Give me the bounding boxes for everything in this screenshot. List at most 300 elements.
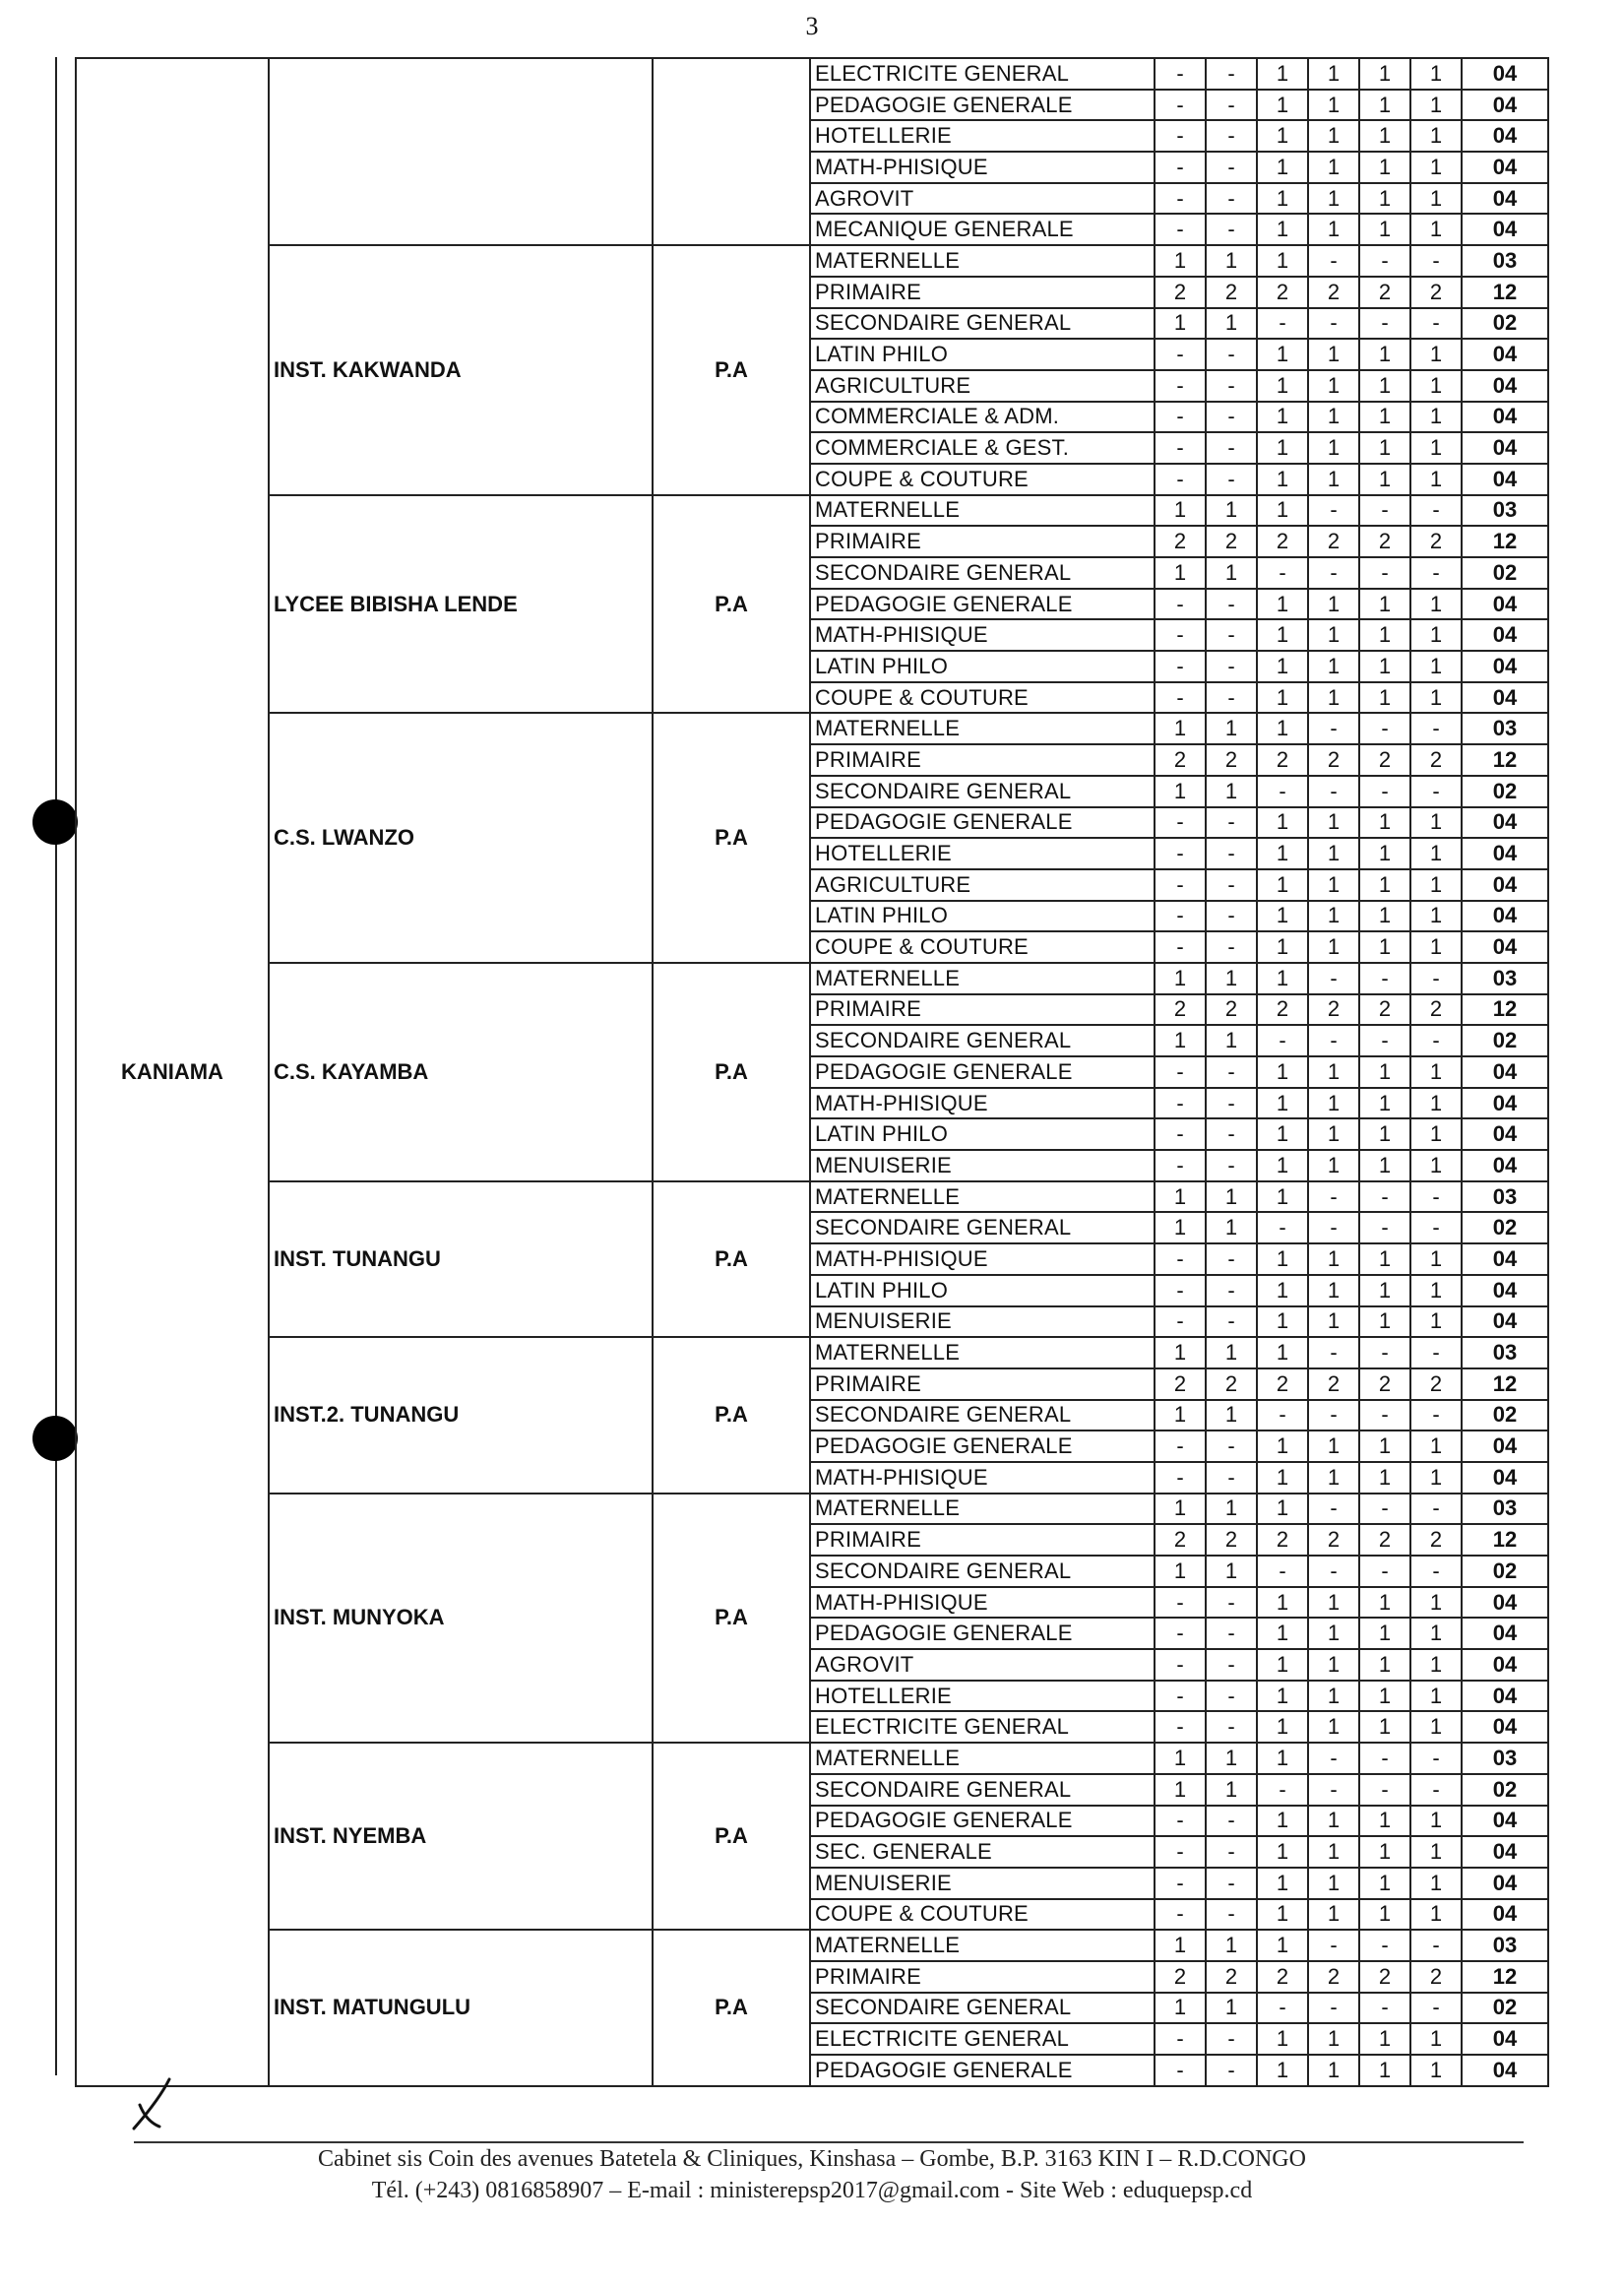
section-name: MATH-PHISIQUE [810, 1462, 1155, 1494]
class-count: 1 [1257, 370, 1308, 402]
table-row [76, 1494, 1548, 1525]
section-name: AGROVIT [810, 1649, 1155, 1681]
section-name: MATERNELLE [810, 495, 1155, 527]
class-count: - [1155, 1587, 1206, 1619]
row-total: 04 [1462, 1306, 1548, 1338]
school-name: INST. KAKWANDA [269, 245, 653, 495]
row-total: 03 [1462, 1930, 1548, 1961]
class-count: 1 [1155, 1025, 1206, 1056]
class-count: - [1206, 1462, 1257, 1494]
section-name: MATH-PHISIQUE [810, 152, 1155, 183]
row-total: 04 [1462, 931, 1548, 963]
class-count: - [1155, 931, 1206, 963]
class-count: 1 [1410, 120, 1462, 152]
row-total: 04 [1462, 1243, 1548, 1275]
class-count: 1 [1155, 557, 1206, 589]
class-count: 1 [1410, 402, 1462, 433]
class-count: 1 [1257, 1431, 1308, 1462]
class-count: 1 [1308, 152, 1359, 183]
class-count: 2 [1359, 994, 1410, 1026]
class-count: - [1206, 807, 1257, 839]
row-total: 04 [1462, 869, 1548, 901]
class-count: - [1206, 931, 1257, 963]
class-count: 1 [1308, 370, 1359, 402]
row-total: 02 [1462, 1025, 1548, 1056]
section-name: MECANIQUE GENERALE [810, 214, 1155, 245]
class-count: 1 [1155, 1930, 1206, 1961]
class-count: 1 [1257, 1118, 1308, 1150]
row-total: 02 [1462, 1556, 1548, 1587]
class-count: - [1410, 495, 1462, 527]
class-count: 1 [1359, 1806, 1410, 1837]
row-total: 04 [1462, 1056, 1548, 1088]
class-count: 2 [1257, 526, 1308, 557]
class-count: - [1206, 214, 1257, 245]
class-count: - [1410, 1743, 1462, 1774]
class-count: - [1206, 120, 1257, 152]
class-count: 1 [1359, 152, 1410, 183]
class-count: 2 [1359, 1961, 1410, 1993]
class-count: - [1206, 183, 1257, 215]
class-count: 1 [1206, 776, 1257, 807]
class-count: 1 [1410, 183, 1462, 215]
row-total: 12 [1462, 744, 1548, 776]
class-count: - [1308, 1400, 1359, 1431]
row-total: 03 [1462, 245, 1548, 277]
class-count: - [1155, 90, 1206, 121]
class-count: 1 [1257, 464, 1308, 495]
class-count: - [1155, 2055, 1206, 2086]
class-count: 2 [1359, 1524, 1410, 1556]
school-name: LYCEE BIBISHA LENDE [269, 495, 653, 714]
class-count: 1 [1359, 432, 1410, 464]
class-count: - [1155, 1681, 1206, 1712]
class-count: 1 [1206, 1212, 1257, 1243]
row-total: 04 [1462, 1868, 1548, 1899]
class-count: 1 [1257, 619, 1308, 651]
class-count: 1 [1308, 1275, 1359, 1306]
class-count: 1 [1410, 339, 1462, 370]
class-count: 1 [1410, 901, 1462, 932]
school-regime: P.A [653, 963, 810, 1181]
class-count: 1 [1308, 183, 1359, 215]
row-total: 04 [1462, 2023, 1548, 2055]
class-count: - [1206, 1587, 1257, 1619]
class-count: - [1155, 651, 1206, 682]
row-total: 04 [1462, 838, 1548, 869]
table-row [76, 245, 1548, 277]
row-total: 04 [1462, 1587, 1548, 1619]
class-count: 2 [1206, 526, 1257, 557]
section-name: MENUISERIE [810, 1306, 1155, 1338]
class-count: 1 [1155, 1400, 1206, 1431]
class-count: 1 [1359, 2055, 1410, 2086]
class-count: 1 [1410, 58, 1462, 90]
class-count: 1 [1410, 589, 1462, 620]
class-count: 1 [1206, 1181, 1257, 1213]
class-count: - [1410, 1774, 1462, 1806]
class-count: - [1257, 1556, 1308, 1587]
class-count: 1 [1308, 1462, 1359, 1494]
row-total: 03 [1462, 1494, 1548, 1525]
class-count: 1 [1308, 682, 1359, 714]
class-count: 1 [1410, 1056, 1462, 1088]
class-count: - [1155, 1711, 1206, 1743]
row-total: 12 [1462, 1961, 1548, 1993]
class-count: 1 [1155, 308, 1206, 340]
class-count: - [1206, 1806, 1257, 1837]
class-count: 1 [1410, 1899, 1462, 1931]
row-total: 04 [1462, 120, 1548, 152]
class-count: - [1410, 963, 1462, 994]
class-count: 1 [1410, 1868, 1462, 1899]
class-count: - [1359, 1774, 1410, 1806]
class-count: - [1359, 1337, 1410, 1368]
class-count: - [1155, 1649, 1206, 1681]
row-total: 04 [1462, 1649, 1548, 1681]
class-count: 2 [1155, 1368, 1206, 1400]
class-count: - [1410, 1494, 1462, 1525]
class-count: 1 [1410, 1118, 1462, 1150]
class-count: 1 [1257, 901, 1308, 932]
section-name: MATH-PHISIQUE [810, 619, 1155, 651]
class-count: 1 [1359, 931, 1410, 963]
class-count: 2 [1206, 744, 1257, 776]
class-count: 1 [1410, 432, 1462, 464]
class-count: - [1410, 1181, 1462, 1213]
class-count: 1 [1155, 963, 1206, 994]
section-name: PRIMAIRE [810, 277, 1155, 308]
class-count: 1 [1359, 838, 1410, 869]
section-name: AGROVIT [810, 183, 1155, 215]
row-total: 04 [1462, 152, 1548, 183]
row-total: 04 [1462, 2055, 1548, 2086]
school-regime: P.A [653, 495, 810, 714]
class-count: 1 [1359, 370, 1410, 402]
class-count: - [1359, 1556, 1410, 1587]
section-name: MATH-PHISIQUE [810, 1088, 1155, 1119]
class-count: 1 [1410, 682, 1462, 714]
section-name: LATIN PHILO [810, 339, 1155, 370]
class-count: 2 [1410, 1524, 1462, 1556]
page-number: 3 [805, 12, 819, 40]
class-count: - [1410, 713, 1462, 744]
row-total: 04 [1462, 183, 1548, 215]
class-count: 1 [1257, 245, 1308, 277]
class-count: 2 [1308, 1961, 1359, 1993]
class-count: 1 [1257, 1618, 1308, 1649]
class-count: 1 [1308, 807, 1359, 839]
class-count: 1 [1308, 1868, 1359, 1899]
class-count: 1 [1206, 308, 1257, 340]
class-count: 1 [1410, 464, 1462, 495]
class-count: 1 [1257, 2023, 1308, 2055]
section-name: PEDAGOGIE GENERALE [810, 807, 1155, 839]
row-total: 04 [1462, 901, 1548, 932]
class-count: 2 [1155, 526, 1206, 557]
row-total: 03 [1462, 1337, 1548, 1368]
class-count: 1 [1410, 651, 1462, 682]
row-total: 04 [1462, 432, 1548, 464]
class-count: 1 [1410, 1275, 1462, 1306]
class-count: 1 [1359, 1868, 1410, 1899]
class-count: 1 [1206, 963, 1257, 994]
row-total: 03 [1462, 1181, 1548, 1213]
class-count: 1 [1410, 1836, 1462, 1868]
class-count: 1 [1257, 1462, 1308, 1494]
class-count: - [1155, 214, 1206, 245]
class-count: - [1206, 619, 1257, 651]
class-count: 1 [1359, 682, 1410, 714]
class-count: 1 [1359, 1088, 1410, 1119]
class-count: - [1359, 1181, 1410, 1213]
class-count: - [1155, 1462, 1206, 1494]
class-count: 1 [1359, 869, 1410, 901]
section-name: COUPE & COUTURE [810, 682, 1155, 714]
class-count: 2 [1155, 1524, 1206, 1556]
section-name: PRIMAIRE [810, 526, 1155, 557]
class-count: 1 [1308, 589, 1359, 620]
class-count: 1 [1257, 1088, 1308, 1119]
row-total: 04 [1462, 651, 1548, 682]
row-total: 04 [1462, 1899, 1548, 1931]
class-count: 1 [1155, 1212, 1206, 1243]
section-name: ELECTRICITE GENERAL [810, 2023, 1155, 2055]
class-count: 1 [1359, 1462, 1410, 1494]
class-count: 2 [1359, 1368, 1410, 1400]
class-count: - [1206, 869, 1257, 901]
class-count: - [1359, 1993, 1410, 2024]
class-count: 1 [1206, 1556, 1257, 1587]
class-count: - [1257, 1025, 1308, 1056]
class-count: 2 [1155, 1961, 1206, 1993]
class-count: - [1206, 402, 1257, 433]
class-count: 1 [1206, 1337, 1257, 1368]
class-count: 1 [1155, 495, 1206, 527]
class-count: 2 [1206, 277, 1257, 308]
class-count: - [1206, 901, 1257, 932]
class-count: 1 [1359, 1275, 1410, 1306]
class-count: 1 [1359, 1649, 1410, 1681]
class-count: 1 [1206, 1025, 1257, 1056]
class-count: 1 [1410, 1681, 1462, 1712]
class-count: 1 [1155, 1181, 1206, 1213]
row-total: 04 [1462, 1462, 1548, 1494]
class-count: 1 [1410, 2055, 1462, 2086]
class-count: - [1155, 589, 1206, 620]
school-regime: P.A [653, 245, 810, 495]
class-count: 1 [1155, 1494, 1206, 1525]
class-count: - [1155, 152, 1206, 183]
section-name: SECONDAIRE GENERAL [810, 1556, 1155, 1587]
class-count: 1 [1257, 1337, 1308, 1368]
section-name: PEDAGOGIE GENERALE [810, 1056, 1155, 1088]
table-row [76, 713, 1548, 744]
class-count: 2 [1308, 1368, 1359, 1400]
class-count: - [1206, 1243, 1257, 1275]
class-count: - [1206, 1681, 1257, 1712]
class-count: 1 [1308, 1150, 1359, 1181]
binder-hole-top [32, 799, 78, 845]
class-count: 1 [1257, 1649, 1308, 1681]
class-count: 1 [1410, 1806, 1462, 1837]
class-count: 1 [1206, 245, 1257, 277]
class-count: - [1206, 464, 1257, 495]
class-count: - [1206, 682, 1257, 714]
class-count: - [1206, 2023, 1257, 2055]
class-count: 1 [1359, 651, 1410, 682]
class-count: 1 [1206, 1400, 1257, 1431]
class-count: 1 [1410, 1088, 1462, 1119]
class-count: 2 [1257, 744, 1308, 776]
row-total: 03 [1462, 1743, 1548, 1774]
class-count: 1 [1257, 838, 1308, 869]
class-count: 1 [1308, 838, 1359, 869]
class-count: 1 [1308, 90, 1359, 121]
row-total: 04 [1462, 589, 1548, 620]
class-count: 2 [1359, 526, 1410, 557]
row-total: 12 [1462, 1524, 1548, 1556]
class-count: - [1257, 1212, 1308, 1243]
class-count: 1 [1308, 432, 1359, 464]
class-count: 1 [1206, 1774, 1257, 1806]
class-count: 1 [1257, 1806, 1308, 1837]
class-count: 1 [1308, 869, 1359, 901]
row-total: 02 [1462, 1993, 1548, 2024]
section-name: PRIMAIRE [810, 1961, 1155, 1993]
row-total: 04 [1462, 1118, 1548, 1150]
section-name: SECONDAIRE GENERAL [810, 1025, 1155, 1056]
class-count: - [1155, 619, 1206, 651]
class-count: 1 [1257, 713, 1308, 744]
section-name: MATERNELLE [810, 1743, 1155, 1774]
class-count: 1 [1359, 120, 1410, 152]
class-count: 1 [1359, 1681, 1410, 1712]
section-name: COMMERCIALE & GEST. [810, 432, 1155, 464]
class-count: - [1206, 1088, 1257, 1119]
row-total: 04 [1462, 1150, 1548, 1181]
class-count: 1 [1257, 931, 1308, 963]
row-total: 04 [1462, 1088, 1548, 1119]
class-count: 1 [1257, 152, 1308, 183]
class-count: - [1308, 1743, 1359, 1774]
class-count: - [1206, 1431, 1257, 1462]
class-count: 1 [1308, 1118, 1359, 1150]
class-count: 2 [1410, 277, 1462, 308]
class-count: 2 [1308, 744, 1359, 776]
class-count: 1 [1308, 1836, 1359, 1868]
class-count: 1 [1308, 1681, 1359, 1712]
class-count: - [1206, 1711, 1257, 1743]
class-count: 1 [1257, 869, 1308, 901]
class-count: 1 [1359, 807, 1410, 839]
class-count: 2 [1257, 994, 1308, 1026]
class-count: - [1359, 1743, 1410, 1774]
school-name: C.S. LWANZO [269, 713, 653, 963]
class-count: - [1359, 495, 1410, 527]
class-count: 1 [1359, 402, 1410, 433]
class-count: 1 [1308, 120, 1359, 152]
class-count: 1 [1206, 1743, 1257, 1774]
row-total: 04 [1462, 464, 1548, 495]
class-count: 1 [1257, 589, 1308, 620]
class-count: - [1155, 58, 1206, 90]
class-count: 1 [1308, 1711, 1359, 1743]
section-name: SECONDAIRE GENERAL [810, 557, 1155, 589]
section-name: HOTELLERIE [810, 120, 1155, 152]
table-row [76, 1181, 1548, 1213]
row-total: 04 [1462, 1836, 1548, 1868]
class-count: - [1206, 432, 1257, 464]
class-count: - [1206, 339, 1257, 370]
class-count: - [1206, 1868, 1257, 1899]
class-count: - [1308, 245, 1359, 277]
class-count: 1 [1410, 214, 1462, 245]
class-count: 1 [1206, 495, 1257, 527]
class-count: - [1206, 1649, 1257, 1681]
school-regime: P.A [653, 1494, 810, 1744]
class-count: 1 [1257, 1587, 1308, 1619]
class-count: 2 [1206, 1524, 1257, 1556]
class-count: 1 [1257, 1150, 1308, 1181]
row-total: 12 [1462, 277, 1548, 308]
schools-table [75, 57, 1549, 2087]
class-count: 1 [1155, 713, 1206, 744]
class-count: - [1155, 807, 1206, 839]
class-count: 1 [1410, 90, 1462, 121]
row-total: 04 [1462, 339, 1548, 370]
class-count: 2 [1308, 526, 1359, 557]
class-count: - [1410, 1400, 1462, 1431]
class-count: 1 [1257, 90, 1308, 121]
class-count: - [1155, 1836, 1206, 1868]
class-count: - [1359, 1212, 1410, 1243]
class-count: - [1257, 1400, 1308, 1431]
class-count: - [1155, 370, 1206, 402]
class-count: 2 [1410, 994, 1462, 1026]
section-name: PEDAGOGIE GENERALE [810, 1806, 1155, 1837]
class-count: 1 [1308, 402, 1359, 433]
class-count: 2 [1155, 277, 1206, 308]
section-name: AGRICULTURE [810, 869, 1155, 901]
class-count: - [1308, 1774, 1359, 1806]
class-count: 1 [1359, 339, 1410, 370]
section-name: MATERNELLE [810, 245, 1155, 277]
class-count: 2 [1308, 1524, 1359, 1556]
section-name: PRIMAIRE [810, 744, 1155, 776]
class-count: - [1155, 432, 1206, 464]
class-count: - [1155, 183, 1206, 215]
class-count: 1 [1257, 432, 1308, 464]
section-name: SEC. GENERALE [810, 1836, 1155, 1868]
binder-hole-bottom [32, 1416, 78, 1461]
class-count: 2 [1155, 994, 1206, 1026]
class-count: 1 [1308, 58, 1359, 90]
class-count: 1 [1410, 838, 1462, 869]
class-count: 1 [1257, 1275, 1308, 1306]
row-total: 04 [1462, 1681, 1548, 1712]
class-count: 1 [1257, 1243, 1308, 1275]
class-count: 1 [1410, 1150, 1462, 1181]
class-count: - [1155, 1806, 1206, 1837]
class-count: - [1308, 1993, 1359, 2024]
class-count: 2 [1359, 744, 1410, 776]
class-count: - [1410, 1212, 1462, 1243]
class-count: - [1206, 589, 1257, 620]
section-name: MATH-PHISIQUE [810, 1587, 1155, 1619]
row-total: 04 [1462, 402, 1548, 433]
class-count: - [1206, 1150, 1257, 1181]
